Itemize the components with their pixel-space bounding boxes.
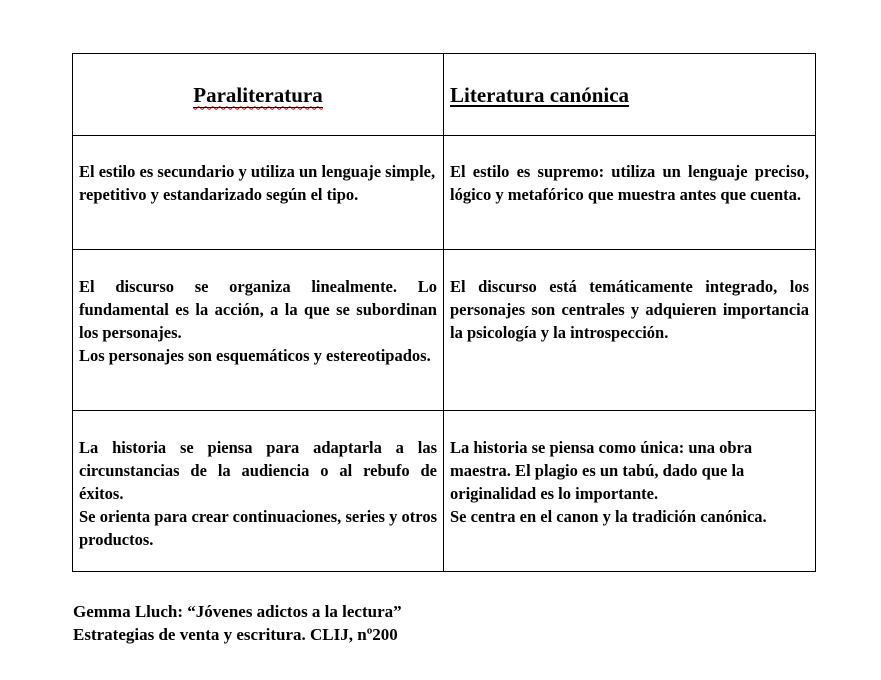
cell-text: El estilo es secundario y utiliza un lenguaje simple, repetitivo y estandarizado según el tipo. xyxy=(79,162,436,204)
table-cell-paraliteratura xyxy=(73,136,444,250)
table-row xyxy=(73,411,816,572)
table-row xyxy=(73,136,816,250)
table-cell-literatura-canonica xyxy=(444,250,816,411)
citation xyxy=(73,600,402,646)
header-cell-paraliteratura xyxy=(73,54,444,136)
comparison-table xyxy=(72,53,816,572)
cell-text: La historia se piensa para adaptarla a las circunstancias de la audiencia o al rebufo de éxitos. xyxy=(79,438,437,503)
cell-text: El estilo es supremo: utiliza un lenguaje preciso, lógico y metafórico que muestra antes que cuenta. xyxy=(450,162,809,204)
table-cell-literatura-canonica xyxy=(444,411,816,572)
header-label-paraliteratura: Paraliteratura xyxy=(193,82,323,107)
citation-source: Estrategias de venta y escritura. CLIJ, nº200 xyxy=(73,625,398,644)
header-label-literatura-canonica: Literatura canónica xyxy=(450,82,630,107)
table-header-row xyxy=(73,54,816,136)
cell-text: Los personajes son esquemáticos y estereotipados. xyxy=(79,346,431,365)
header-cell-literatura-canonica xyxy=(444,54,816,136)
table-cell-paraliteratura xyxy=(73,250,444,411)
cell-text: Se orienta para crear continuaciones, series y otros productos. xyxy=(79,507,437,549)
cell-text: El discurso está temáticamente integrado, los personajes son centrales y adquieren importancia la psicología y la introspección. xyxy=(450,277,809,342)
cell-text: El discurso se organiza linealmente. Lo fundamental es la acción, a la que se subordinan los personajes. xyxy=(79,277,437,342)
cell-text: La historia se piensa como única: una obra maestra. El plagio es un tabú, dado que la originalidad es lo importante. xyxy=(450,438,753,503)
table-cell-paraliteratura xyxy=(73,411,444,572)
table-row xyxy=(73,250,816,411)
citation-author-title: Gemma Lluch: “Jóvenes adictos a la lectura” xyxy=(73,602,402,621)
cell-text: Se centra en el canon y la tradición canónica. xyxy=(450,507,767,526)
table-cell-literatura-canonica xyxy=(444,136,816,250)
